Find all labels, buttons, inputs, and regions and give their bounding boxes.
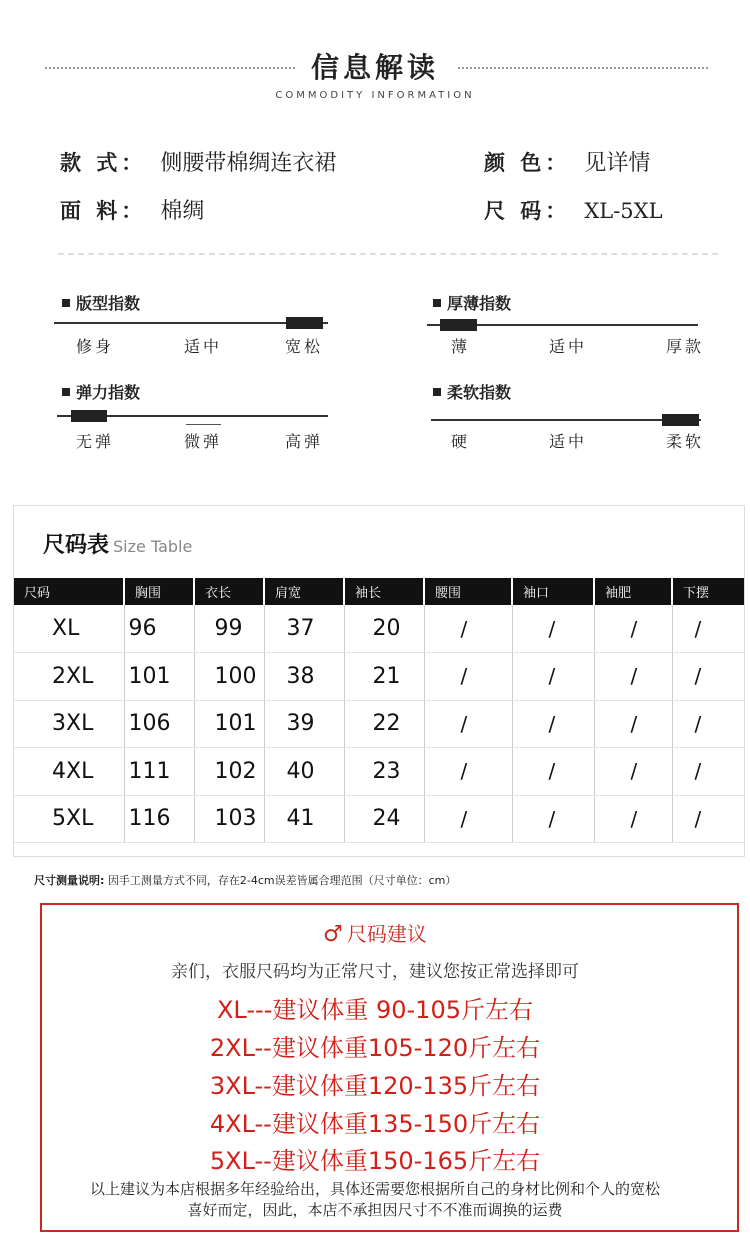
table-cell: 39: [264, 700, 344, 748]
info-size-value: XL-5XL: [584, 199, 663, 223]
softness-index-scale: [431, 419, 701, 421]
table-cell: /: [512, 605, 594, 653]
table-row: [14, 605, 744, 653]
page-title: 信息解读: [310, 51, 439, 84]
col-sleeve: 袖长: [344, 578, 424, 605]
fit-index-marker: [286, 317, 323, 329]
col-cuff: 袖口: [512, 578, 594, 605]
size-table-title: 尺码表 Size Table: [43, 533, 193, 558]
table-cell: /: [594, 653, 672, 701]
fit-index-title: 版型指数: [62, 291, 140, 314]
table-cell: 24: [344, 795, 424, 843]
table-cell: 5XL: [14, 795, 124, 843]
table-cell: 96: [124, 605, 194, 653]
table-row: [14, 700, 744, 748]
table-cell: /: [594, 605, 672, 653]
info-style-key: 款 式：: [60, 151, 147, 175]
table-cell: /: [672, 748, 744, 796]
advice-row: 3XL--建议体重120-135斤左右: [209, 1072, 541, 1100]
table-cell: /: [672, 700, 744, 748]
table-cell: 102: [194, 748, 264, 796]
thickness-label-1: 薄: [451, 337, 471, 356]
measurement-note-key: 尺寸测量说明:: [34, 874, 105, 887]
table-cell: 101: [124, 653, 194, 701]
size-advice-subtitle: 亲们，衣服尺码均为正常尺寸，建议您按正常选择即可: [171, 962, 579, 982]
section-divider: [58, 253, 718, 255]
table-cell: 99: [194, 605, 264, 653]
col-waist: 腰围: [424, 578, 512, 605]
col-size: 尺码: [14, 578, 124, 605]
table-cell: /: [424, 700, 512, 748]
table-cell: 21: [344, 653, 424, 701]
elastic-label-3: 高弹: [285, 432, 324, 451]
measurement-note-value: 因手工测量方式不同，存在2-4cm误差皆属合理范围（尺寸单位：cm）: [107, 874, 457, 887]
table-cell: 23: [344, 748, 424, 796]
thickness-index-marker: [440, 319, 477, 331]
table-cell: /: [512, 748, 594, 796]
table-cell: 22: [344, 700, 424, 748]
softness-index-marker: [662, 414, 699, 426]
table-cell: /: [424, 748, 512, 796]
elastic-label-2: 微弹: [184, 432, 223, 451]
col-sleeve-width: 袖肥: [594, 578, 672, 605]
elastic-index-title: 弹力指数: [62, 380, 140, 403]
col-shoulder: 肩宽: [264, 578, 344, 605]
table-cell: /: [512, 795, 594, 843]
table-cell: 116: [124, 795, 194, 843]
info-size-key: 尺 码：: [484, 199, 571, 223]
table-cell: XL: [14, 605, 124, 653]
advice-row: 2XL--建议体重105-120斤左右: [209, 1034, 541, 1062]
elastic-label-1: 无弹: [76, 432, 115, 451]
info-style-value: 侧腰带棉绸连衣裙: [160, 151, 337, 176]
square-bullet-icon: [62, 388, 70, 396]
size-table: [14, 578, 744, 843]
male-symbol-icon: ♂: [323, 922, 343, 947]
thickness-index-title: 厚薄指数: [433, 291, 511, 314]
advice-row: 5XL--建议体重150-165斤左右: [209, 1147, 541, 1175]
info-color-key: 颜 色：: [484, 151, 571, 175]
info-fabric: [60, 194, 204, 225]
square-bullet-icon: [433, 388, 441, 396]
softness-label-3: 柔软: [666, 432, 705, 451]
table-cell: /: [594, 795, 672, 843]
info-fabric-value: 棉绸: [160, 199, 205, 224]
info-size: [484, 195, 663, 225]
table-cell: /: [424, 653, 512, 701]
elastic-index-tick: [186, 424, 221, 425]
info-color: [484, 146, 650, 177]
softness-label-1: 硬: [451, 432, 471, 451]
col-bust: 胸围: [124, 578, 194, 605]
table-cell: 101: [194, 700, 264, 748]
table-cell: 41: [264, 795, 344, 843]
table-cell: 100: [194, 653, 264, 701]
square-bullet-icon: [62, 299, 70, 307]
col-length: 衣长: [194, 578, 264, 605]
thickness-label-2: 适中: [549, 337, 588, 356]
table-cell: 106: [124, 700, 194, 748]
info-style: [60, 146, 336, 177]
table-cell: /: [424, 795, 512, 843]
table-cell: /: [672, 653, 744, 701]
measurement-note: [34, 872, 456, 888]
elastic-index-marker: [71, 410, 107, 422]
table-row: [14, 653, 744, 701]
softness-index-title: 柔软指数: [433, 380, 511, 403]
size-table-header: [14, 578, 744, 605]
table-cell: /: [512, 653, 594, 701]
table-cell: 38: [264, 653, 344, 701]
table-cell: 40: [264, 748, 344, 796]
table-cell: 103: [194, 795, 264, 843]
table-cell: 4XL: [14, 748, 124, 796]
size-table-title-en: Size Table: [113, 537, 193, 556]
fit-label-1: 修身: [76, 337, 115, 356]
advice-row: XL---建议体重 90-105斤左右: [216, 996, 533, 1024]
table-cell: /: [672, 795, 744, 843]
table-cell: 111: [124, 748, 194, 796]
table-cell: /: [594, 700, 672, 748]
thickness-label-3: 厚款: [666, 337, 705, 356]
info-color-value: 见详情: [584, 151, 651, 176]
table-cell: /: [424, 605, 512, 653]
size-advice-title: ♂ 尺码建议: [323, 922, 427, 947]
page-subtitle: COMMODITY INFORMATION: [275, 90, 475, 101]
table-cell: 2XL: [14, 653, 124, 701]
table-cell: /: [594, 748, 672, 796]
fit-label-2: 适中: [184, 337, 223, 356]
table-cell: 20: [344, 605, 424, 653]
advice-footer-line-1: 以上建议为本店根据多年经验给出，具体还需要您根据所自己的身材比例和个人的宽松: [89, 1180, 660, 1198]
col-hem: 下摆: [672, 578, 744, 605]
table-row: [14, 795, 744, 843]
table-cell: /: [672, 605, 744, 653]
table-cell: 37: [264, 605, 344, 653]
softness-label-2: 适中: [549, 432, 588, 451]
table-cell: /: [512, 700, 594, 748]
square-bullet-icon: [433, 299, 441, 307]
info-fabric-key: 面 料：: [60, 199, 147, 223]
table-row: [14, 748, 744, 796]
advice-footer-line-2: 喜好而定，因此，本店不承担因尺寸不不准而调换的运费: [187, 1201, 563, 1219]
table-cell: 3XL: [14, 700, 124, 748]
advice-row: 4XL--建议体重135-150斤左右: [209, 1110, 541, 1138]
fit-label-3: 宽松: [285, 337, 324, 356]
